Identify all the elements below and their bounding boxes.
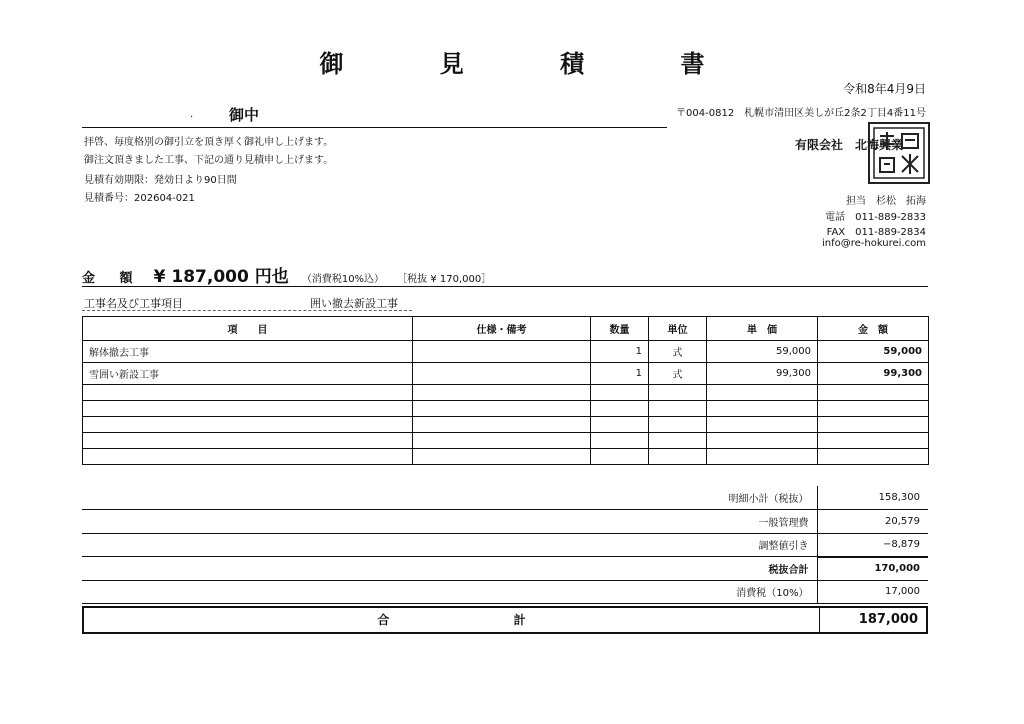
row-unit-price: 99,300 bbox=[707, 363, 818, 385]
summary-value: 20,579 bbox=[817, 510, 928, 534]
summary-label: 明細小計（税抜） bbox=[82, 486, 817, 510]
grand-total-value: 187,000 bbox=[858, 612, 918, 627]
issuer-person: 担当 杉松 拓海 bbox=[846, 196, 926, 207]
table-row-empty bbox=[83, 401, 929, 417]
amount-summary bbox=[82, 262, 491, 287]
table-row-empty bbox=[83, 417, 929, 433]
summary-value: 158,300 bbox=[817, 486, 928, 510]
issuer-tel: 電話 011-889-2833 bbox=[825, 212, 926, 223]
table-row bbox=[83, 363, 929, 385]
header-qty: 数量 bbox=[591, 317, 649, 341]
summary-label: 調整値引き bbox=[82, 533, 817, 557]
row-qty: 1 bbox=[591, 341, 649, 363]
summary-value: 17,000 bbox=[817, 580, 928, 604]
row-spec bbox=[413, 363, 591, 385]
header-item: 項 目 bbox=[83, 317, 413, 341]
summary-row bbox=[82, 580, 928, 604]
summary-value: 170,000 bbox=[817, 557, 928, 581]
recipient-mark: . bbox=[190, 109, 194, 120]
table-header-row bbox=[83, 317, 929, 341]
amount-label: 金 額 bbox=[82, 271, 143, 286]
row-unit: 式 bbox=[649, 363, 707, 385]
seal-stamp-icon bbox=[872, 126, 926, 180]
summary-row bbox=[82, 510, 928, 534]
intro-line-1: 拝啓、毎度格別の御引立を頂き厚く御礼申し上げます。 bbox=[84, 137, 334, 148]
amount-pre-tax: ［税抜 ¥ 170,000］ bbox=[397, 274, 492, 285]
table-row-empty bbox=[83, 385, 929, 401]
summary-row bbox=[82, 557, 928, 581]
issue-date: 令和8年4月9日 bbox=[843, 82, 926, 96]
work-underline bbox=[82, 310, 412, 311]
row-qty: 1 bbox=[591, 363, 649, 385]
amount-tax-note: （消費税10%込） bbox=[301, 274, 385, 285]
summary-row bbox=[82, 533, 928, 557]
header-amount: 金 額 bbox=[818, 317, 929, 341]
summary-label: 消費税（10%） bbox=[82, 580, 817, 604]
estimate-number: 見積番号：202604-021 bbox=[84, 193, 195, 204]
recipient-honorific: 御中 bbox=[229, 106, 260, 124]
header-unit: 単位 bbox=[649, 317, 707, 341]
issuer-email: info@re-hokurei.com bbox=[821, 238, 926, 249]
row-unit-price: 59,000 bbox=[707, 341, 818, 363]
row-amount: 59,000 bbox=[818, 341, 929, 363]
line-items-table bbox=[82, 316, 929, 465]
summary-row bbox=[82, 486, 928, 510]
intro-line-2: 御注文頂きました工事、下記の通り見積申し上げます。 bbox=[84, 155, 334, 166]
work-name: 囲い撤去新設工事 bbox=[310, 297, 398, 310]
company-seal bbox=[868, 122, 930, 184]
amount-value: ¥ 187,000 円也 bbox=[153, 267, 289, 287]
validity-period: 見積有効期限：発効日より90日間 bbox=[84, 175, 237, 186]
summary-table bbox=[82, 486, 928, 604]
summary-label: 一般管理費 bbox=[82, 510, 817, 534]
grand-total-row bbox=[82, 606, 928, 634]
row-spec bbox=[413, 341, 591, 363]
issuer-company: 有限会社 北海興業 bbox=[795, 138, 904, 152]
table-row-empty bbox=[83, 433, 929, 449]
row-item: 解体撤去工事 bbox=[83, 341, 413, 363]
amount-underline bbox=[82, 286, 928, 287]
issuer-address: 〒004-0812 札幌市清田区美しが丘2条2丁目4番11号 bbox=[676, 108, 926, 119]
header-spec: 仕様・備考 bbox=[413, 317, 591, 341]
issuer-fax: FAX 011-889-2834 bbox=[826, 227, 926, 238]
work-label: 工事名及び工事項目 bbox=[84, 297, 183, 310]
row-item: 雪囲い新設工事 bbox=[83, 363, 413, 385]
document-title: 御 見 積 書 bbox=[319, 50, 749, 78]
table-row bbox=[83, 341, 929, 363]
summary-value: −8,879 bbox=[817, 533, 928, 557]
grand-total-label: 合 計 bbox=[84, 608, 820, 632]
summary-label: 税抜合計 bbox=[82, 557, 817, 581]
recipient-underline bbox=[82, 127, 667, 128]
row-amount: 99,300 bbox=[818, 363, 929, 385]
row-unit: 式 bbox=[649, 341, 707, 363]
table-row-empty bbox=[83, 449, 929, 465]
header-unit-price: 単 価 bbox=[707, 317, 818, 341]
